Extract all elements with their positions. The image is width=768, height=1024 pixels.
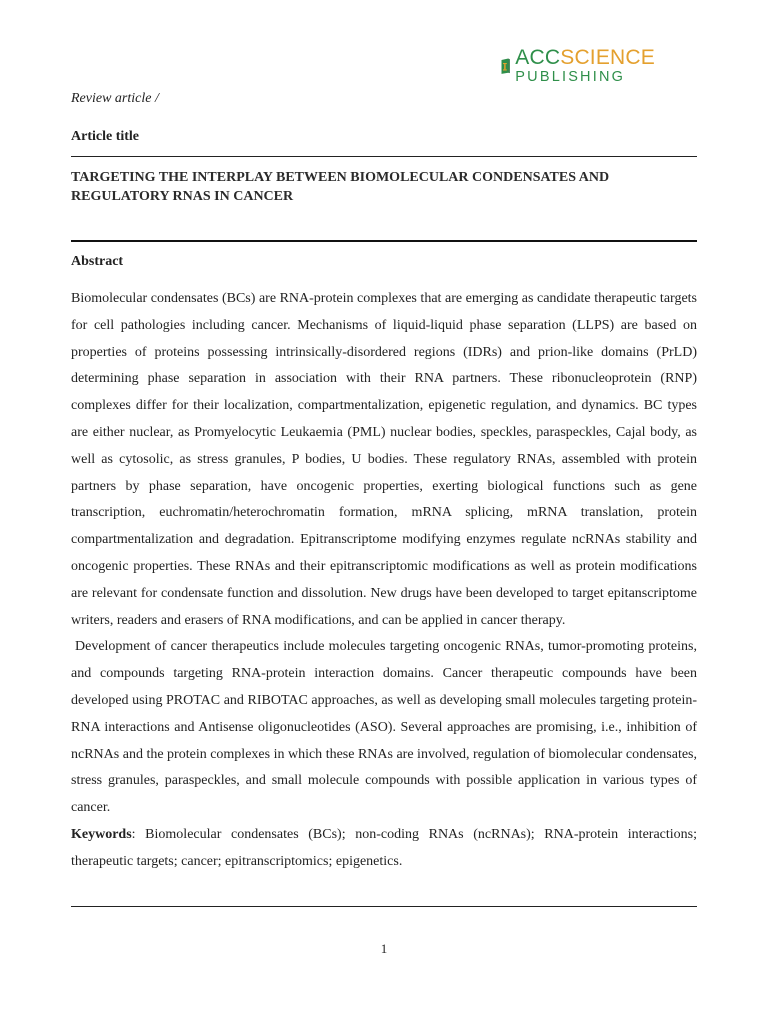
book-logo-icon xyxy=(500,44,511,88)
abstract-paragraph: Development of cancer therapeutics include molecules targeting oncogenic RNAs, tumor-promoting proteins, and compounds targeting RNA-protein interaction domains. Cancer therapeutic compounds have been developed using PROTAC and RIBOTAC approaches, as well as developing small molecules targeting protein-RNA interactions and Antisense oligonucleotides (ASO). Several approaches are promising, i.e., inhibition of ncRNAs and the protein complexes in which these RNAs are involved, regulation of biomolecular condensates, stress granules, paraspeckles, and small molecule compounds with possible application in various types of cancer. xyxy=(71,639,697,816)
abstract-heading: Abstract xyxy=(71,254,124,269)
divider-thick xyxy=(71,240,697,242)
article-title: TARGETING THE INTERPLAY BETWEEN BIOMOLECULAR CONDENSATES AND REGULATORY RNAS IN CANCER xyxy=(71,170,610,204)
page-number: 1 xyxy=(380,941,388,956)
divider-bottom xyxy=(71,906,697,907)
abstract-body xyxy=(71,286,697,876)
keywords xyxy=(71,822,697,876)
divider xyxy=(71,156,697,157)
review-article-label: Review article / xyxy=(71,91,159,106)
keywords-text: : Biomolecular condensates (BCs); non-coding RNAs (ncRNAs); RNA-protein interactions; therapeutic targets; cancer; epitranscriptomics; epigenetics. xyxy=(71,826,697,869)
keywords-label: Keywords xyxy=(71,826,132,842)
publisher-logo xyxy=(500,44,655,88)
logo-wordmark: ACCSCIENCE xyxy=(515,46,655,70)
abstract-paragraph: Biomolecular condensates (BCs) are RNA-protein complexes that are emerging as candidate therapeutic targets for cell pathologies including cancer. Mechanisms of liquid-liquid phase separation (LLPS) are based on properties of proteins possessing intrinsically-disordered regions (IDRs) and prion-like domains (PrLD) determining phase separation in association with their RNA partners. These ribonucleoprotein (RNP) complexes differ for their localization, compartmentalization, epigenetic regulation, and dynamics. BC types are either nuclear, as Promyelocytic Leukaemia (PML) nuclear bodies, speckles, paraspeckles, Cajal body, as well as cytosolic, as stress granules, P bodies, U bodies. These regulatory RNAs, assembled with protein partners by phase separation, have oncogenic properties, exerting biological functions such as gene transcription, euchromatin/heterochromatin formation, mRNA splicing, mRNA translation, protein compartmentalization and degradation. Epitranscriptome modifying enzymes regulate ncRNAs stability and oncogenic properties. These RNAs and their epitranscriptomic modifications as well as protein modifications are relevant for condensate function and dissolution. New drugs have been developed to target epitanscriptome writers, readers and erasers of RNA modifications, and can be applied in cancer therapy. xyxy=(71,291,697,628)
logo-subtitle: PUBLISHING xyxy=(515,69,626,86)
article-title-label: Article title xyxy=(71,129,140,144)
